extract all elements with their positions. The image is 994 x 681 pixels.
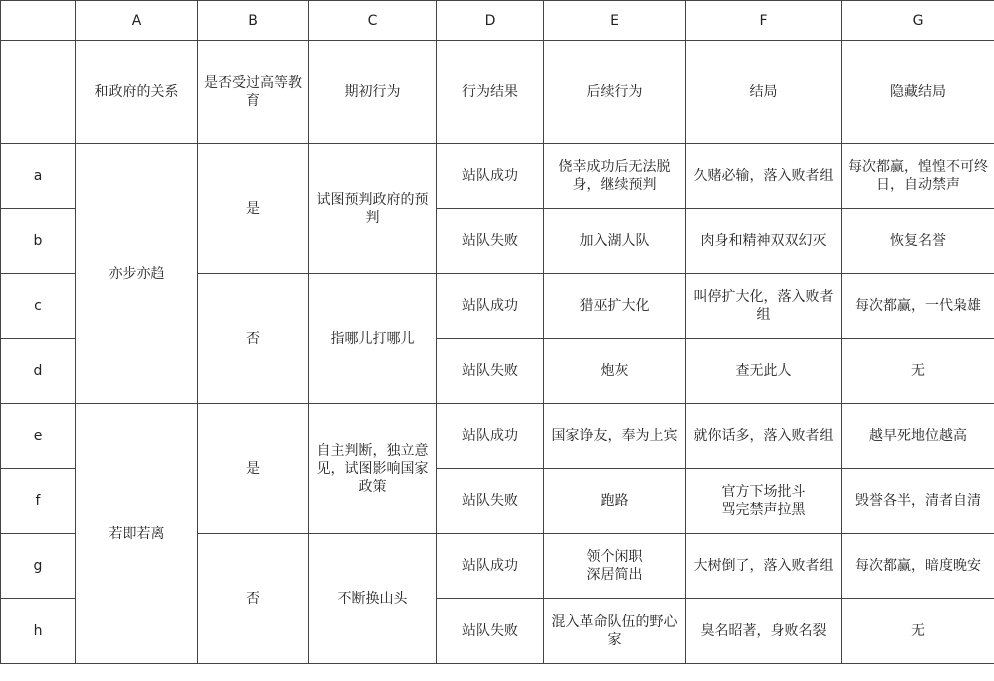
followup-cell[interactable]: 炮灰 [544,339,686,404]
relation-cell-distant[interactable]: 若即若离 [76,404,198,664]
result-cell[interactable]: 站队失败 [437,599,544,664]
followup-cell[interactable]: 领个闲职 深居简出 [544,534,686,599]
result-cell[interactable]: 站队成功 [437,534,544,599]
ending-cell[interactable]: 查无此人 [686,339,842,404]
column-header-g[interactable]: G [842,1,994,41]
row-label-cell[interactable]: d [1,339,76,404]
column-header-d[interactable]: D [437,1,544,41]
followup-cell[interactable]: 加入湖人队 [544,209,686,274]
field-result-cell[interactable]: 行为结果 [437,41,544,144]
field-followup-cell[interactable]: 后续行为 [544,41,686,144]
column-header-b[interactable]: B [198,1,309,41]
initial-behavior-cell[interactable]: 自主判断，独立意见，试图影响国家政策 [309,404,437,534]
field-row-label-cell[interactable] [1,41,76,144]
field-relation-cell[interactable]: 和政府的关系 [76,41,198,144]
field-initial-behavior-cell[interactable]: 期初行为 [309,41,437,144]
education-cell-yes[interactable]: 是 [198,404,309,534]
education-cell-yes[interactable]: 是 [198,144,309,274]
education-cell-no[interactable]: 否 [198,534,309,664]
followup-cell[interactable]: 猎巫扩大化 [544,274,686,339]
ending-cell[interactable]: 久赌必输，落入败者组 [686,144,842,209]
table-row [1,144,994,209]
field-name-row [1,41,994,144]
result-cell[interactable]: 站队成功 [437,404,544,469]
initial-behavior-cell[interactable]: 试图预判政府的预判 [309,144,437,274]
ending-cell[interactable]: 叫停扩大化，落入败者组 [686,274,842,339]
row-label-cell[interactable]: h [1,599,76,664]
hidden-ending-cell[interactable]: 毁誉各半，清者自清 [842,469,994,534]
result-cell[interactable]: 站队失败 [437,209,544,274]
row-label-cell[interactable]: a [1,144,76,209]
ending-cell[interactable]: 大树倒了，落入败者组 [686,534,842,599]
result-cell[interactable]: 站队成功 [437,274,544,339]
field-ending-cell[interactable]: 结局 [686,41,842,144]
followup-cell[interactable]: 国家诤友，奉为上宾 [544,404,686,469]
ending-cell[interactable]: 就你话多，落入败者组 [686,404,842,469]
row-label-cell[interactable]: g [1,534,76,599]
ending-cell[interactable]: 官方下场批斗 骂完禁声拉黑 [686,469,842,534]
hidden-ending-cell[interactable]: 恢复名誉 [842,209,994,274]
corner-cell[interactable] [1,1,76,41]
followup-cell[interactable]: 跑路 [544,469,686,534]
relation-cell-close[interactable]: 亦步亦趋 [76,144,198,404]
row-label-cell[interactable]: c [1,274,76,339]
field-education-cell[interactable]: 是否受过高等教育 [198,41,309,144]
initial-behavior-cell[interactable]: 不断换山头 [309,534,437,664]
education-cell-no[interactable]: 否 [198,274,309,404]
row-label-cell[interactable]: b [1,209,76,274]
field-hidden-ending-cell[interactable]: 隐藏结局 [842,41,994,144]
ending-cell[interactable]: 肉身和精神双双幻灭 [686,209,842,274]
hidden-ending-cell[interactable]: 每次都赢，惶惶不可终日，自动禁声 [842,144,994,209]
column-header-e[interactable]: E [544,1,686,41]
row-label-cell[interactable]: e [1,404,76,469]
result-cell[interactable]: 站队失败 [437,469,544,534]
hidden-ending-cell[interactable]: 越早死地位越高 [842,404,994,469]
column-header-a[interactable]: A [76,1,198,41]
row-label-cell[interactable]: f [1,469,76,534]
followup-cell[interactable]: 混入革命队伍的野心家 [544,599,686,664]
column-header-c[interactable]: C [309,1,437,41]
hidden-ending-cell[interactable]: 无 [842,599,994,664]
followup-cell[interactable]: 侥幸成功后无法脱身，继续预判 [544,144,686,209]
ending-cell[interactable]: 臭名昭著，身败名裂 [686,599,842,664]
hidden-ending-cell[interactable]: 无 [842,339,994,404]
column-header-row [1,1,994,41]
hidden-ending-cell[interactable]: 每次都赢，暗度晚安 [842,534,994,599]
hidden-ending-cell[interactable]: 每次都赢，一代枭雄 [842,274,994,339]
result-cell[interactable]: 站队失败 [437,339,544,404]
table-row [1,404,994,469]
initial-behavior-cell[interactable]: 指哪儿打哪儿 [309,274,437,404]
result-cell[interactable]: 站队成功 [437,144,544,209]
column-header-f[interactable]: F [686,1,842,41]
